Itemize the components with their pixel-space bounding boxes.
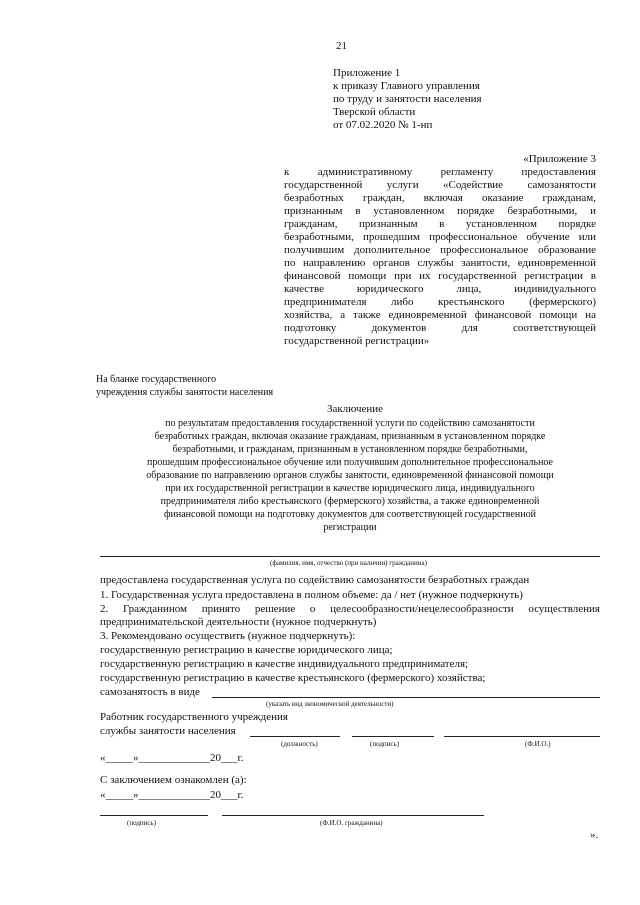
subtitle-line: безработных граждан, включая оказание гражданам, признанным в установленном порядке <box>154 431 546 442</box>
blank-note-line: На бланке государственного <box>96 374 217 385</box>
appendix3-line: государственной услуги «Содействие самозанятости <box>284 179 596 191</box>
body-option-entrepreneur: государственную регистрацию в качестве индивидуального предпринимателя; <box>100 658 469 670</box>
body-item2b: предпринимательской деятельности (нужное подчеркнуть) <box>100 616 377 628</box>
document-subtitle <box>94 417 606 534</box>
signature-underline <box>352 736 434 737</box>
fio-caption: (фамилия, имя, отчество (при наличии) гражданина) <box>270 559 427 567</box>
position-caption: (должность) <box>281 740 318 748</box>
document-title: Заключение <box>326 403 384 415</box>
subtitle-line: по результатам предоставления государственной услуги по содействию самозанятости <box>165 418 535 429</box>
appendix1-header <box>333 67 482 132</box>
appendix3-line: по направлению органов службы занятости, единовременной <box>284 257 596 269</box>
body-item2a: 2. Гражданином принято решение о целесообразности/нецелесообразности осуществления <box>100 603 600 615</box>
blank-note-line: учреждения службы занятости населения <box>96 387 274 398</box>
subtitle-line: образование по направлению органов службы занятости, единовременной финансовой помощи <box>146 470 554 481</box>
blank-note <box>96 373 273 399</box>
appendix3-line: гражданам, признанным в установленном порядке <box>284 218 596 230</box>
acquainted-label: С заключением ознакомлен (а): <box>100 774 247 786</box>
body-item3: 3. Рекомендовано осуществить (нужное подчеркнуть): <box>100 630 356 642</box>
appendix3-line: предпринимателя либо крестьянского (фермерского) <box>284 296 596 308</box>
acquainted-date-line: «_____»_____________20___г. <box>100 789 244 801</box>
appendix1-line: Приложение 1 <box>333 67 401 79</box>
citizen-fio-underline <box>222 815 484 816</box>
worker-label-line2: службы занятости населения <box>100 725 236 737</box>
appendix3-line: безработных граждан, включая оказание гражданам, <box>284 192 596 204</box>
appendix1-line: к приказу Главного управления <box>333 80 480 92</box>
subtitle-line: предпринимателя либо крестьянского (фермерского) хозяйства, а также единовременной <box>160 496 540 507</box>
subtitle-line: прошедшим профессиональное обучение или получившим дополнительное профессиональное <box>147 457 553 468</box>
body-provided: предоставлена государственная услуга по содействию самозанятости безработных граждан <box>100 574 530 586</box>
citizen-signature-underline <box>100 815 208 816</box>
appendix3-block <box>284 153 596 348</box>
appendix3-line: подготовку документов для соответствующей <box>284 322 596 334</box>
page-number: 21 <box>336 40 347 52</box>
citizen-signature-caption: (подпись) <box>127 819 157 827</box>
worker-label-line1: Работник государственного учреждения <box>100 711 288 723</box>
appendix1-line: от 07.02.2020 № 1-нп <box>333 119 433 131</box>
appendix3-line: государственной регистрации» <box>284 335 430 347</box>
activity-caption: (указать вид экономической деятельности) <box>266 700 394 708</box>
appendix3-line: хозяйства, а также единовременной финансовой помощи на <box>284 309 596 321</box>
signature-caption: (подпись) <box>370 740 400 748</box>
activity-underline <box>212 697 600 698</box>
closing-quote: ». <box>590 829 599 841</box>
fio-signature-underline <box>444 736 600 737</box>
subtitle-line: безработными, и гражданам, признанным в установленном порядке безработными, <box>172 444 528 455</box>
appendix3-line: безработными, прошедшим профессиональное обучение или <box>284 231 596 243</box>
position-underline <box>250 736 340 737</box>
fio-signature-caption: (Ф.И.О.) <box>525 740 551 748</box>
body-option-legal-entity: государственную регистрацию в качестве юридического лица; <box>100 644 393 656</box>
citizen-fio-caption: (Ф.И.О. гражданина) <box>320 819 383 827</box>
body-item1: 1. Государственная услуга предоставлена в полном объеме: да / нет (нужное подчеркнуть) <box>100 589 523 601</box>
appendix1-line: Тверской области <box>333 106 416 118</box>
appendix1-line: по труду и занятости населения <box>333 93 482 105</box>
subtitle-line: при их государственной регистрации в качестве юридического лица, индивидуального <box>165 483 535 494</box>
appendix3-title: «Приложение 3 <box>523 153 596 165</box>
appendix3-line: к административному регламенту предоставления <box>284 166 596 178</box>
worker-date-line: «_____»_____________20___г. <box>100 752 244 764</box>
subtitle-line: финансовой помощи на подготовку документов для соответствующей государственной <box>164 509 536 520</box>
appendix3-line: получившим дополнительное профессиональное образование <box>284 244 596 256</box>
fio-underline <box>100 556 600 557</box>
appendix3-line: качестве юридического лица, индивидуального <box>284 283 596 295</box>
subtitle-line: регистрации <box>323 522 377 533</box>
body-option-farm: государственную регистрацию в качестве крестьянского (фермерского) хозяйства; <box>100 672 486 684</box>
appendix3-line: финансовой помощи при их государственной регистрации в <box>284 270 596 282</box>
appendix3-line: признанным в установленном порядке безработными, и <box>284 205 596 217</box>
body-self-employment: самозанятость в виде <box>100 686 200 698</box>
